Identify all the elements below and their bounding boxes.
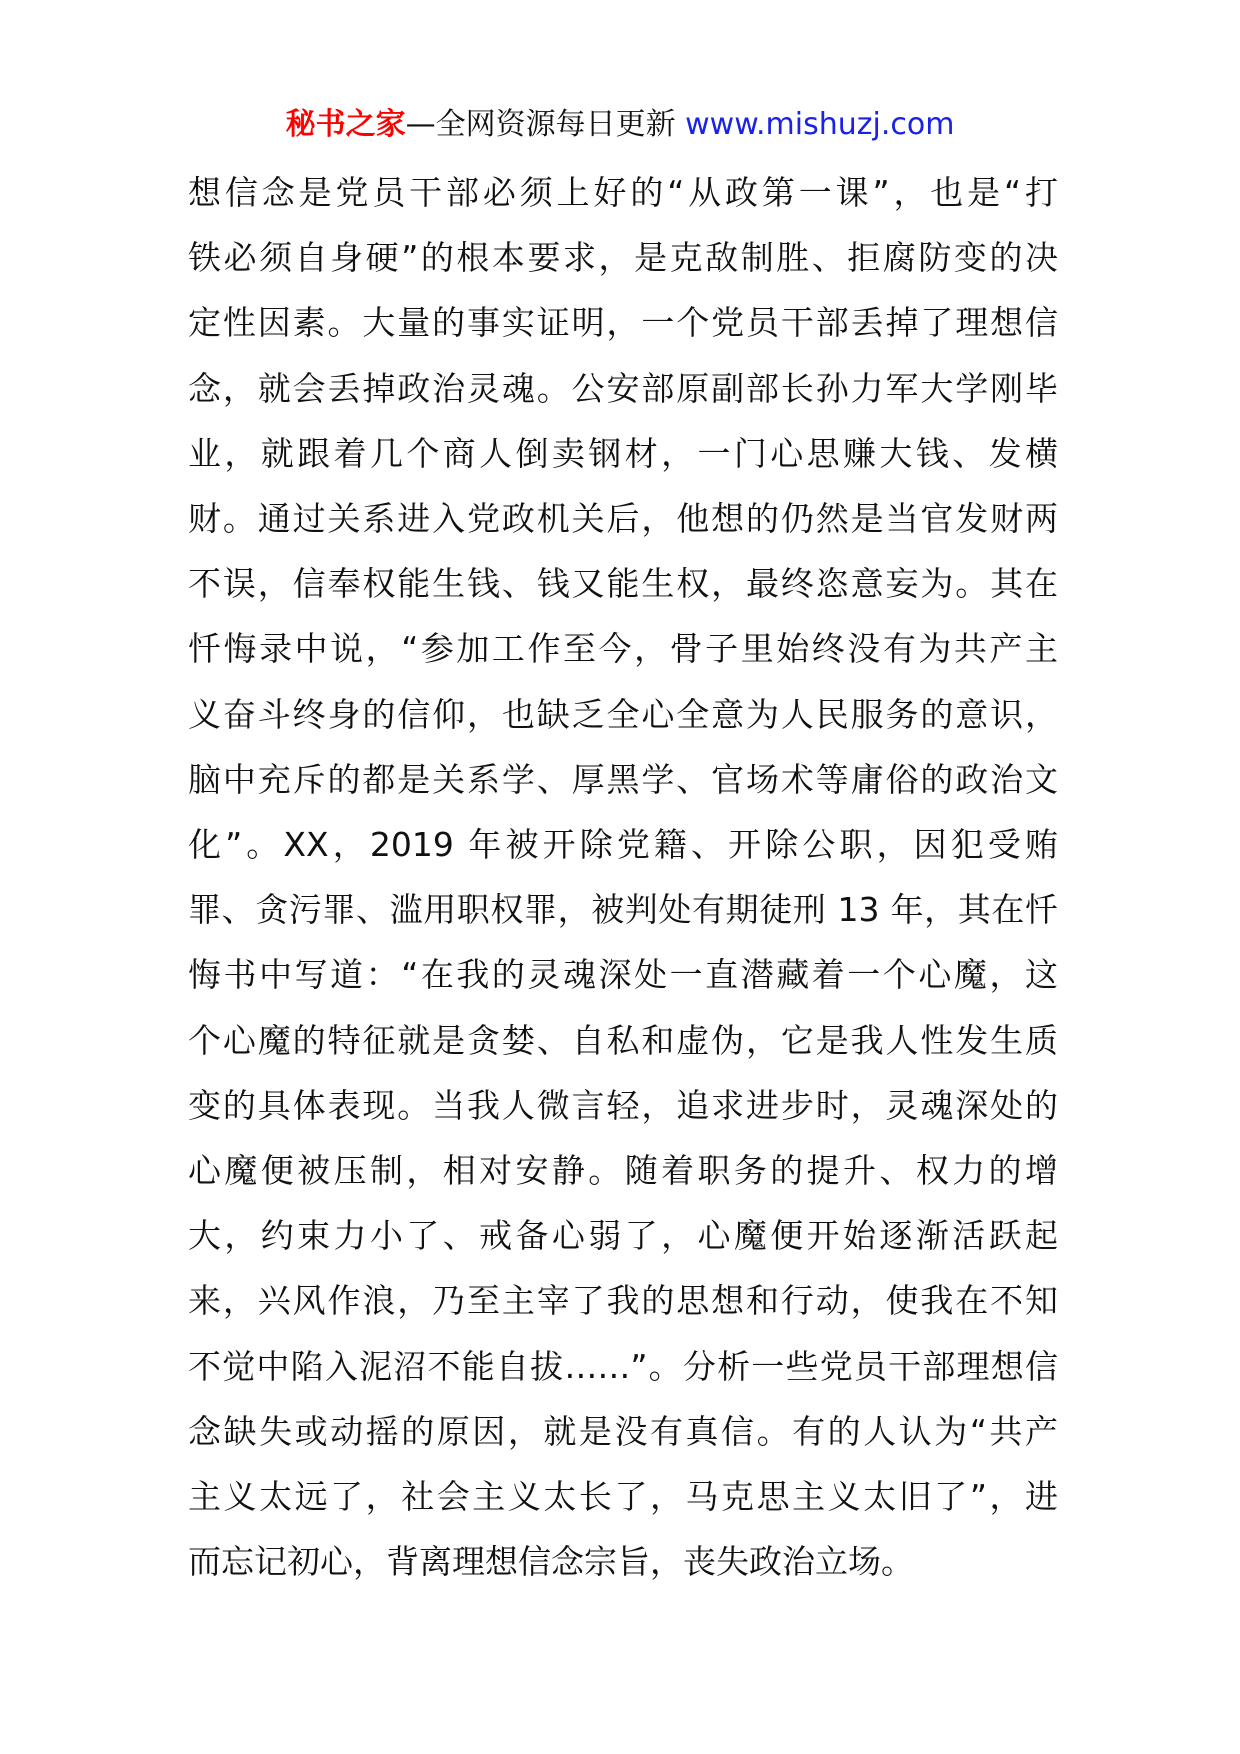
text-line: 而忘记初心，背离理想信念宗旨，丧失政治立场。 — [188, 1542, 914, 1582]
text-line: 悔书中写道：“在我的灵魂深处一直潜藏着一个心魔，这 — [188, 955, 1058, 995]
text-line: 财。通过关系进入党政机关后，他想的仍然是当官发财两 — [188, 499, 1058, 539]
text-line: 铁必须自身硬”的根本要求，是克敌制胜、拒腐防变的决 — [188, 238, 1058, 278]
text-line: 念，就会丢掉政治灵魂。公安部原副部长孙力军大学刚毕 — [188, 368, 1058, 408]
text-line: 变的具体表现。当我人微言轻，追求进步时，灵魂深处的 — [188, 1085, 1058, 1125]
header-brand: 秘书之家 — [285, 107, 406, 142]
text-line: 忏悔录中说，“参加工作至今，骨子里始终没有为共产主 — [188, 629, 1058, 669]
text-line: 业，就跟着几个商人倒卖钢材，一门心思赚大钱、发横 — [188, 433, 1058, 473]
text-line: 义奋斗终身的信仰，也缺乏全心全意为人民服务的意识， — [188, 694, 1058, 734]
text-line: 大，约束力小了、戒备心弱了，心魔便开始逐渐活跃起 — [188, 1216, 1058, 1256]
text-line: 化”。XX，2019 年被开除党籍、开除公职，因犯受贿 — [188, 825, 1058, 865]
text-line: 想信念是党员干部必须上好的“从政第一课”，也是“打 — [188, 173, 1058, 212]
header-tagline: —全网资源每日更新 — [405, 107, 676, 142]
text-line: 主义太远了，社会主义太长了，马克思主义太旧了”，进 — [188, 1477, 1058, 1517]
text-line: 不误，信奉权能生钱、钱又能生权，最终恣意妄为。其在 — [188, 564, 1058, 604]
text-line: 来，兴风作浪，乃至主宰了我的思想和行动，使我在不知 — [188, 1281, 1058, 1321]
body-paragraph — [188, 160, 1058, 1594]
text-line: 罪、贪污罪、滥用职权罪，被判处有期徒刑 13 年，其在忏 — [188, 890, 1058, 930]
text-line: 心魔便被压制，相对安静。随着职务的提升、权力的增 — [188, 1151, 1058, 1191]
text-line: 脑中充斥的都是关系学、厚黑学、官场术等庸俗的政治文 — [188, 759, 1058, 799]
text-line: 不觉中陷入泥沼不能自拔……”。分析一些党员干部理想信 — [188, 1346, 1058, 1386]
text-line: 个心魔的特征就是贪婪、自私和虚伪，它是我人性发生质 — [188, 1020, 1058, 1060]
text-line: 定性因素。大量的事实证明，一个党员干部丢掉了理想信 — [188, 303, 1058, 343]
text-line: 念缺失或动摇的原因，就是没有真信。有的人认为“共产 — [188, 1411, 1058, 1451]
header-url-link[interactable]: www.mishuzj.com — [685, 107, 955, 142]
page-header — [0, 103, 1240, 147]
